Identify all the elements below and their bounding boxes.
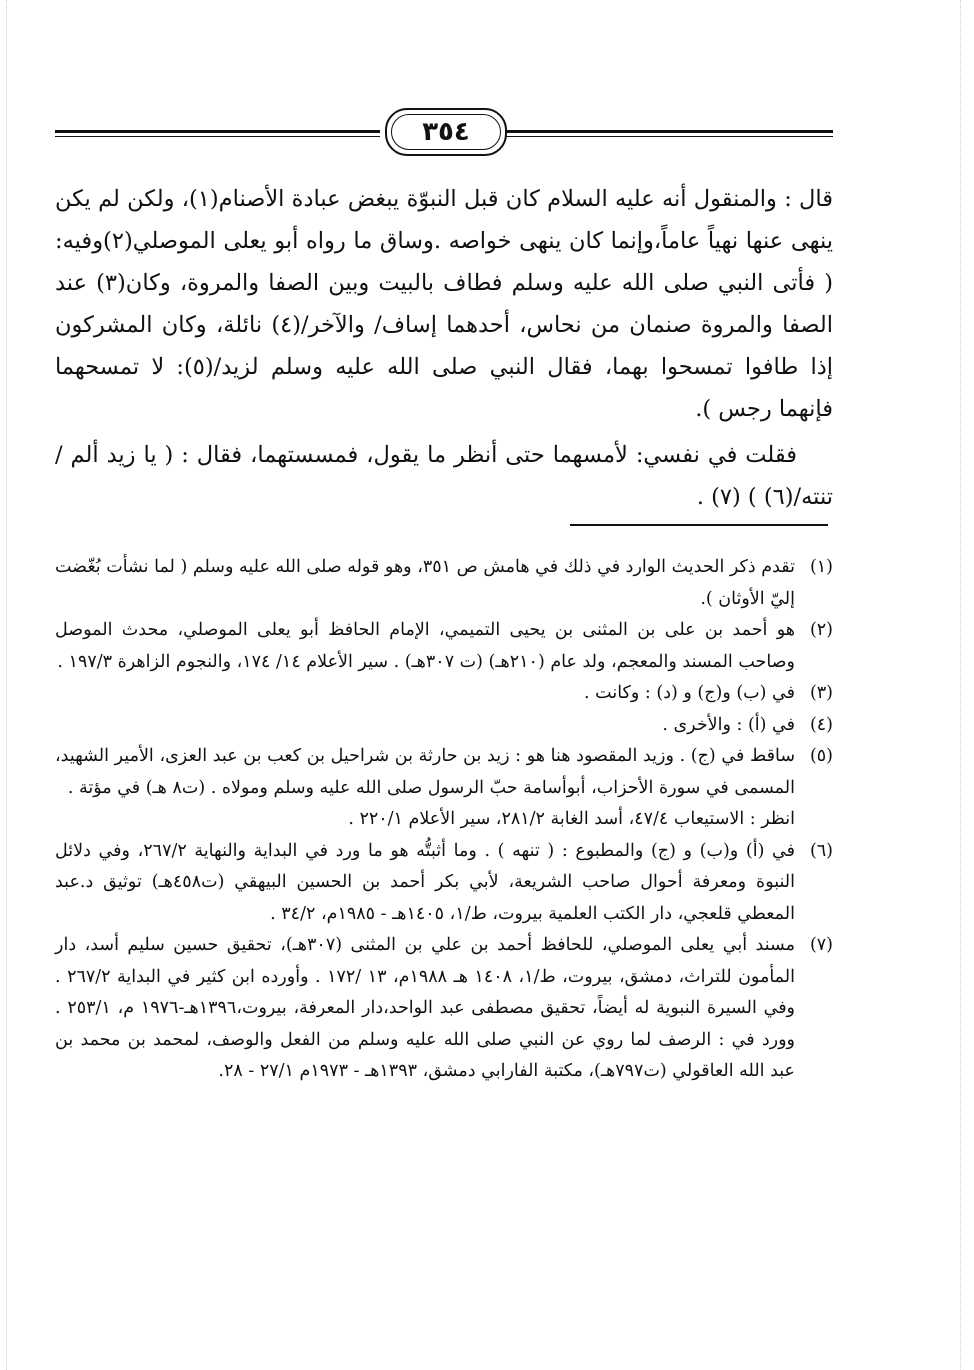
scan-edge-line bbox=[960, 0, 961, 1370]
footnote-text: هو أحمد بن على بن المثنى بن يحيى التميمي، الإمام الحافظ أبو يعلى الموصلي، محدث الموصل وصاحب المسند والمعجم، ولد عام (٢١٠هـ) (ت ٣٠٧هـ) . سير الأعلام ١٤/ ١٧٤، والنجوم الزاهرة ١٩٧/٣ . bbox=[55, 620, 795, 672]
page-number: ٣٥٤ bbox=[385, 108, 507, 156]
footnote-separator bbox=[570, 524, 828, 526]
main-paragraph-2: فقلت في نفسي: لأمسهما حتى أنظر ما يقول، فمسستهما، فقال : ( يا زيد ألم / تنته/(٦) ) (٧) . bbox=[55, 442, 833, 510]
footnote-5 bbox=[55, 741, 833, 836]
footnote-text: مسند أبي يعلى الموصلي، للحافظ أحمد بن علي بن المثنى (٣٠٧هـ)، تحقيق حسين سليم أسد، دار المأمون للتراث، دمشق، بيروت، ط/١، ١٤٠٨ هـ ١٩٨٨م، ١٣ /١٧٢ . وأورده ابن كثير في البداية ٢٦٧/٢ . وفي السيرة النبوية له أيضاً، تحقيق مصطفى عبد الواحد،دار المعرفة، بيروت،١٣٩٦هـ-١٩٧٦ م، ٢٥٣/١ . وورد في : الرصف لما روي عن النبي صلى الله عليه وسلم من الفعل والوصف، لمحمد بن محمد بن عبد الله العاقولي (ت٧٩٧هـ)، مكتبة الفارابي دمشق، ١٣٩٣هـ - ١٩٧٣م ٢٧/١ - ٢٨. bbox=[55, 935, 796, 1081]
footnote-text: في (أ) و(ب) و (ج) والمطبوع : ( تنهه ) . وما أثبتُّه هو ما ورد في البداية والنهاية ٢٦٧/٢، وفي دلائل النبوة ومعرفة أحوال صاحب الشريعة، لأبي بكر أحمد بن الحسين البيهقي (ت٤٥٨هـ) توثيق د.عبد المعطي قلعجي، دار الكتب العلمية بيروت، ط/١، ١٤٠٥هـ - ١٩٨٥م، ٣٤/٢ . bbox=[55, 840, 796, 924]
footnote-7 bbox=[55, 930, 833, 1088]
scan-edge-line bbox=[6, 0, 7, 1370]
footnote-3 bbox=[55, 678, 833, 710]
footnote-text: في (ب) و(ج) و (د) : وكانت . bbox=[584, 683, 795, 703]
footnote-2 bbox=[55, 615, 833, 678]
footnotes bbox=[55, 552, 833, 1088]
footnote-1 bbox=[55, 552, 833, 615]
page-header bbox=[55, 108, 833, 158]
footnote-text: تقدم ذكر الحديث الوارد في ذلك في هامش ص ٣٥١، وهو قوله صلى الله عليه وسلم ( لما نشأت بُغّضت إليّ الأوثان ). bbox=[55, 557, 795, 609]
footnote-text: ساقط في (ج) . وزيد المقصود هنا هو : زيد بن حارثة بن شراحيل بن كعب بن عبد العزى، الأمير الشهيد، المسمى في سورة الأحزاب، أبوأسامة حبّ الرسول صلى الله عليه وسلم ومولاه . (ت٨ هـ) في مؤتة . bbox=[55, 746, 795, 798]
footnote-number: (٢) bbox=[809, 620, 833, 640]
header-rule-left bbox=[55, 130, 380, 133]
footnote-number: (١) bbox=[809, 557, 833, 577]
footnote-number: (٥) bbox=[809, 746, 833, 766]
footnote-4 bbox=[55, 710, 833, 742]
footnote-text: في (أ) : والأخرى . bbox=[662, 714, 795, 735]
footnote-6 bbox=[55, 836, 833, 931]
footnote-number: (٤) bbox=[809, 714, 833, 735]
footnote-number: (٦) bbox=[809, 840, 833, 861]
footnote-reference-line: انظر : الاستيعاب ٤٧/٤، أسد الغابة ٢٨١/٢، سير الأعلام ٢٢٠/١ . bbox=[348, 809, 795, 829]
footnote-number: (٧) bbox=[809, 935, 833, 955]
header-rule-right bbox=[505, 130, 833, 133]
main-text bbox=[55, 178, 833, 518]
main-paragraph-1: قال : والمنقول أنه عليه السلام كان قبل النبوّة يبغض عبادة الأصنام(١)، ولكن لم يكن ينهى عنها نهياً عاماً،وإنما كان ينهى خواصه .وساق ما رواه أبو يعلى الموصلي(٢)وفيه: ( فأتى النبي صلى الله عليه وسلم فطاف بالبيت وبين الصفا والمروة، وكان(٣) عند الصفا والمروة صنمان من نحاس، أحدهما إساف/ والآخر/(٤) نائلة، وكان المشركون إذا طافوا تمسحوا بهما، فقال النبي صلى الله عليه وسلم لزيد/(٥): لا تمسحهما فإنهما رجس ). bbox=[55, 186, 834, 422]
footnote-number: (٣) bbox=[809, 683, 833, 703]
